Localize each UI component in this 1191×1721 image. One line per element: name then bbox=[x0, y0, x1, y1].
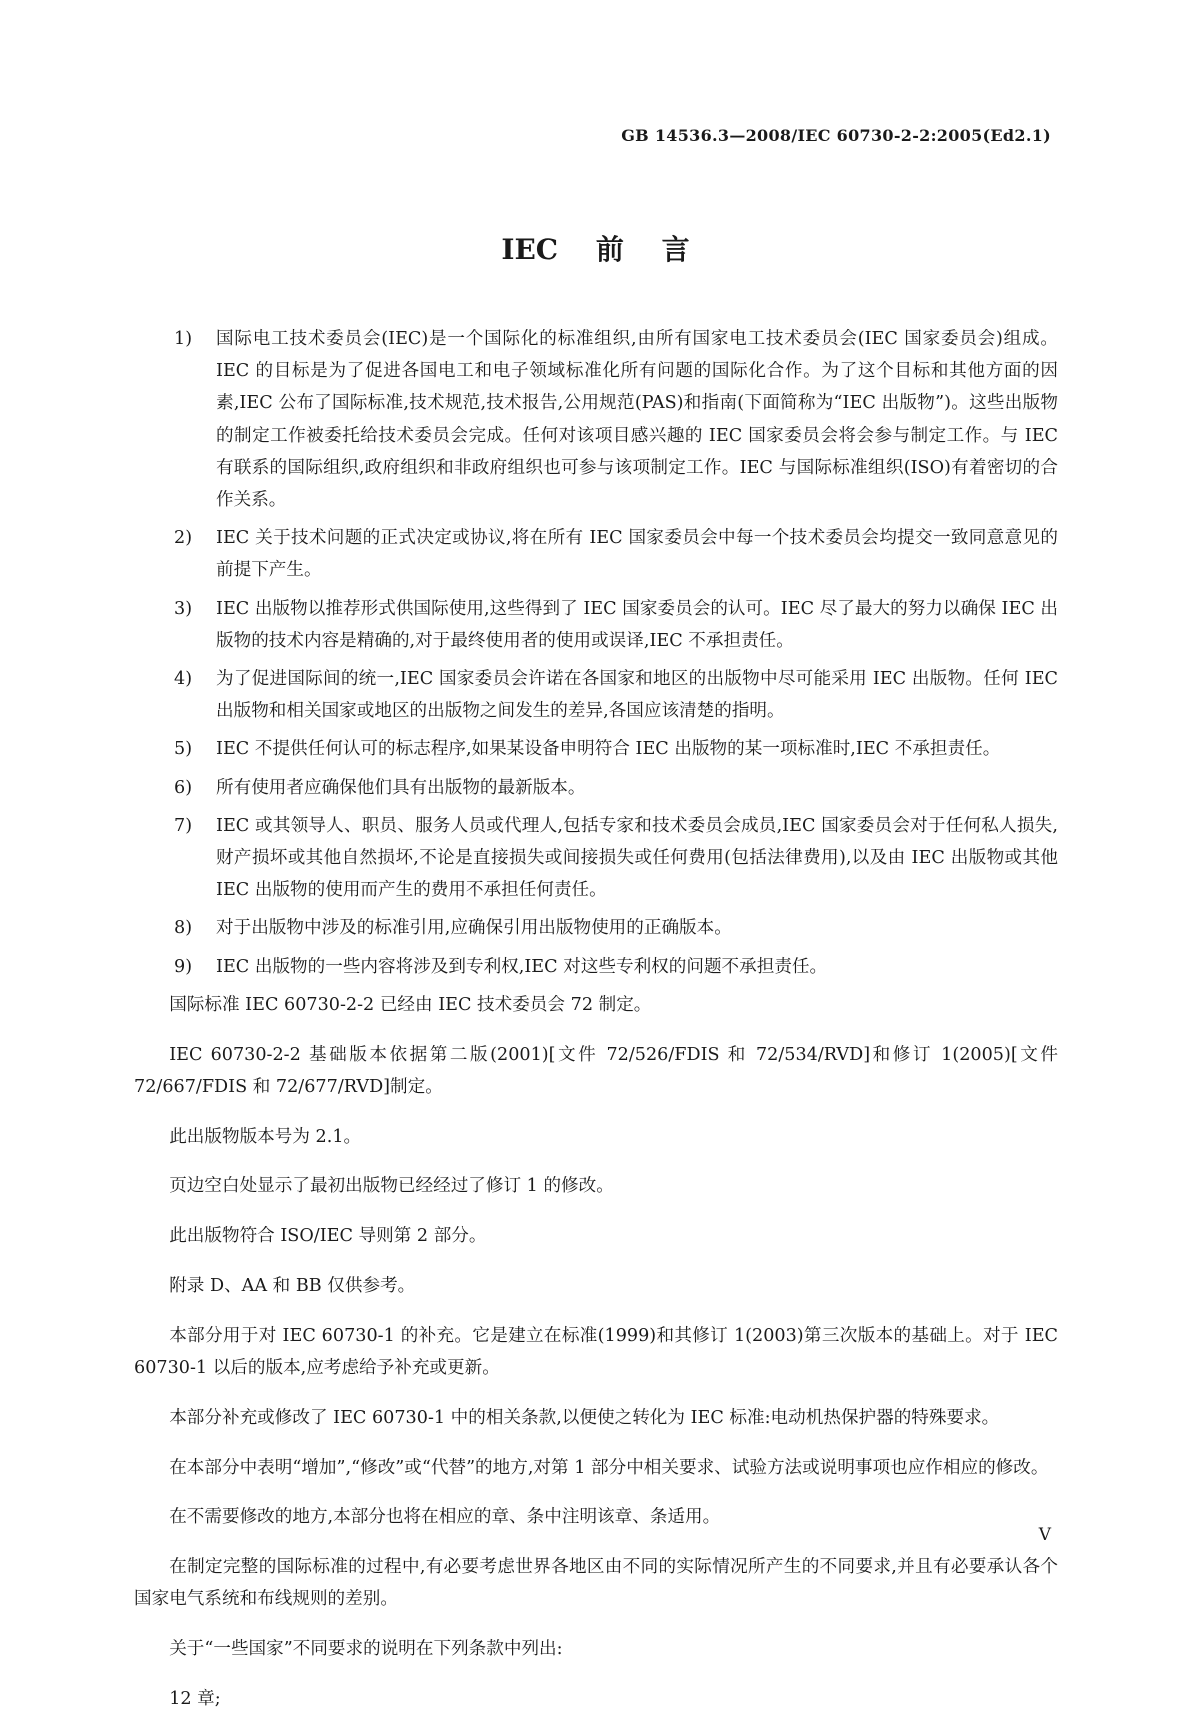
paragraph: 国际标准 IEC 60730-2-2 已经由 IEC 技术委员会 72 制定。 bbox=[169, 994, 652, 1015]
page-title bbox=[0, 228, 1191, 268]
paragraph: 页边空白处显示了最初出版物已经经过了修订 1 的修改。 bbox=[169, 1176, 614, 1197]
list-item bbox=[134, 810, 1058, 907]
list-item bbox=[134, 951, 1058, 983]
standard-code-header: GB 14536.3—2008/IEC 60730-2-2:2005(Ed2.1) bbox=[621, 126, 1051, 145]
list-item-text: IEC 不提供任何认可的标志程序,如果某设备申明符合 IEC 出版物的某一项标准时,IEC 不承担责任。 bbox=[216, 739, 1001, 760]
list-item-number: 3) bbox=[174, 598, 193, 619]
list-item-text: IEC 关于技术问题的正式决定或协议,将在所有 IEC 国家委员会中每一个技术委员会均提交一致同意意见的前提下产生。 bbox=[216, 528, 1058, 581]
paragraph: 附录 D、AA 和 BB 仅供参考。 bbox=[169, 1276, 416, 1297]
list-item-number: 4) bbox=[174, 669, 193, 690]
paragraph: 关于“一些国家”不同要求的说明在下列条款中列出: bbox=[169, 1639, 563, 1660]
list-item-number: 8) bbox=[174, 918, 193, 939]
list-item-text: 对于出版物中涉及的标准引用,应确保引用出版物使用的正确版本。 bbox=[216, 918, 732, 939]
list-item-text: 国际电工技术委员会(IEC)是一个国际化的标准组织,由所有国家电工技术委员会(IEC 国家委员会)组成。IEC 的目标是为了促进各国电工和电子领域标准化所有问题的国际化合作。为了这个目标和其他方面的因素,IEC 公布了国际标准,技术规范,技术报告,公用规范(PAS)和指南(下面简称为“IEC 出版物”)。这些出版物的制定工作被委托给技术委员会完成。任何对该项目感兴趣的 IEC 国家委员会将会参与制定工作。与 IEC 有联系的国际组织,政府组织和非政府组织也可参与该项制定工作。IEC 与国际标准组织(ISO)有着密切的合作关系。 bbox=[216, 329, 1058, 511]
list-item-text: IEC 出版物的一些内容将涉及到专利权,IEC 对这些专利权的问题不承担责任。 bbox=[216, 956, 828, 977]
paragraph: 此出版物版本号为 2.1。 bbox=[169, 1126, 362, 1147]
paragraph: 在制定完整的国际标准的过程中,有必要考虑世界各地区由不同的实际情况所产生的不同要求,并且有必要承认各个国家电气系统和布线规则的差别。 bbox=[134, 1557, 1058, 1610]
list-item-number: 5) bbox=[174, 739, 193, 760]
title-char-2: 言 bbox=[661, 233, 690, 266]
list-item-text: 所有使用者应确保他们具有出版物的最新版本。 bbox=[216, 777, 586, 798]
list-item-text: IEC 或其领导人、职员、服务人员或代理人,包括专家和技术委员会成员,IEC 国家委员会对于任何私人损失,财产损坏或其他自然损坏,不论是直接损失或间接损失或任何费用(包括法律费用),以及由 IEC 出版物或其他 IEC 出版物的使用而产生的费用不承担任何责任。 bbox=[216, 815, 1058, 901]
paragraph: 在不需要修改的地方,本部分也将在相应的章、条中注明该章、条适用。 bbox=[169, 1507, 721, 1528]
paragraph: 本部分用于对 IEC 60730-1 的补充。它是建立在标准(1999)和其修订 1(2003)第三次版本的基础上。对于 IEC 60730-1 以后的版本,应考虑给予补充或更新。 bbox=[134, 1325, 1058, 1379]
list-item bbox=[134, 772, 1058, 804]
document-body bbox=[134, 323, 1058, 1721]
title-iec: IEC bbox=[501, 233, 559, 266]
page-number: V bbox=[1038, 1525, 1051, 1545]
list-item-text: 为了促进国际间的统一,IEC 国家委员会许诺在各国家和地区的出版物中尽可能采用 IEC 出版物。任何 IEC 出版物和相关国家或地区的出版物之间发生的差异,各国应该清楚的指明。 bbox=[216, 669, 1058, 722]
list-item bbox=[134, 323, 1058, 516]
list-item-number: 1) bbox=[174, 329, 193, 349]
list-item-text: IEC 出版物以推荐形式供国际使用,这些得到了 IEC 国家委员会的认可。IEC 尽了最大的努力以确保 IEC 出版物的技术内容是精确的,对于最终使用者的使用或误译,IEC 不承担责任。 bbox=[216, 598, 1058, 651]
paragraph: 本部分补充或修改了 IEC 60730-1 中的相关条款,以便使之转化为 IEC 标准:电动机热保护器的特殊要求。 bbox=[169, 1407, 1000, 1428]
paragraph: 在本部分中表明“增加”,“修改”或“代替”的地方,对第 1 部分中相关要求、试验方法或说明事项也应作相应的修改。 bbox=[169, 1457, 1049, 1478]
list-item bbox=[134, 733, 1058, 765]
paragraph: 12 章; bbox=[169, 1689, 221, 1710]
list-item-number: 2) bbox=[174, 528, 193, 549]
list-item bbox=[134, 593, 1058, 657]
list-item bbox=[134, 663, 1058, 727]
list-item bbox=[134, 522, 1058, 586]
list-item-number: 9) bbox=[174, 956, 193, 977]
list-item-number: 7) bbox=[174, 815, 193, 836]
list-item bbox=[134, 912, 1058, 944]
paragraph: 此出版物符合 ISO/IEC 导则第 2 部分。 bbox=[169, 1226, 487, 1247]
list-item-number: 6) bbox=[174, 777, 193, 798]
paragraph: IEC 60730-2-2 基础版本依据第二版(2001)[文件 72/526/FDIS 和 72/534/RVD]和修订 1(2005)[文件 72/667/FDIS 和 72/677/RVD]制定。 bbox=[134, 1044, 1058, 1097]
title-char-1: 前 bbox=[595, 233, 624, 266]
